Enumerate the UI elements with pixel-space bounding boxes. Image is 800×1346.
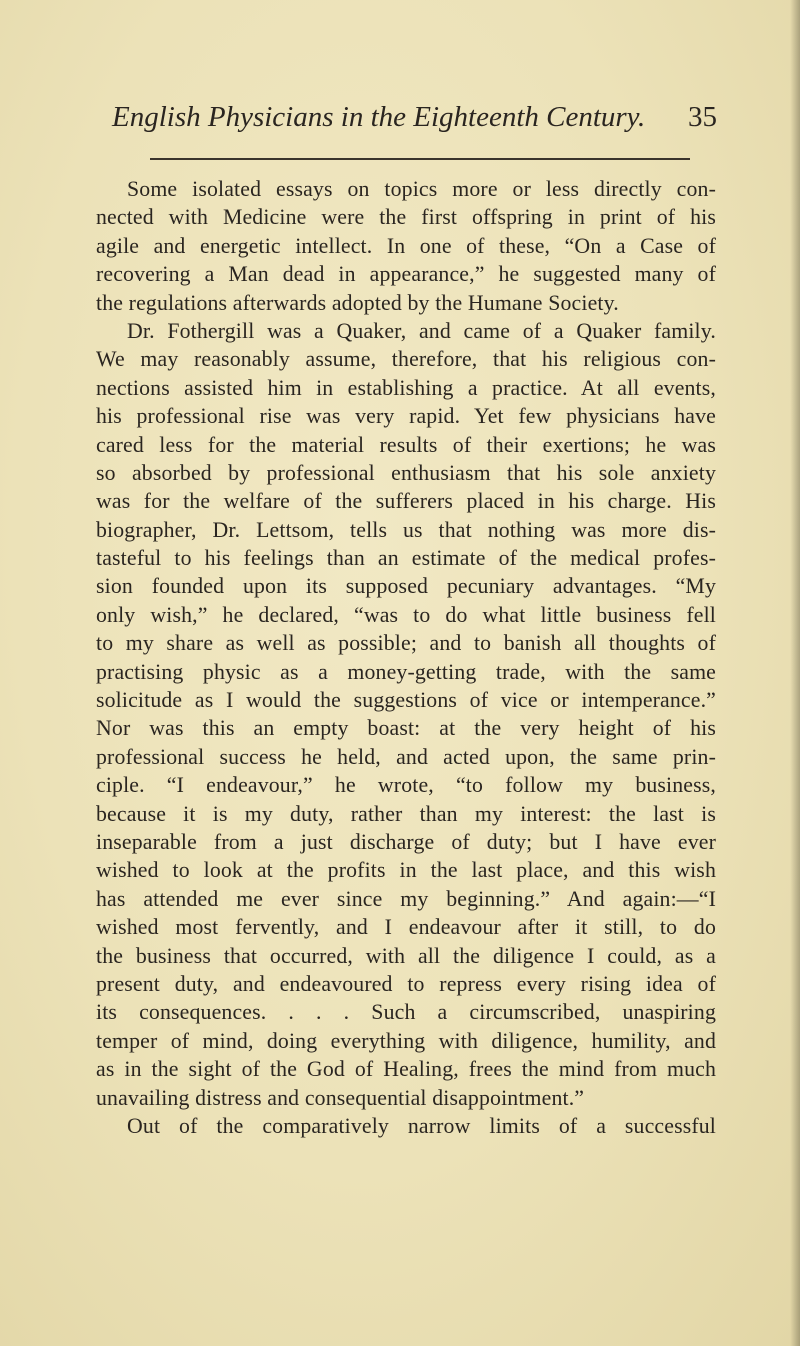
text-line: his professional rise was very rapid. Yet few physicians have <box>96 404 716 429</box>
text-line: ciple. “I endeavour,” he wrote, “to follow my business, <box>96 773 716 798</box>
header-rule <box>150 158 690 160</box>
text-line: nected with Medicine were the first offspring in print of his <box>96 205 716 230</box>
text-line: agile and energetic intellect. In one of these, “On a Case of <box>96 233 716 258</box>
text-line: wished to look at the profits in the last place, and this wish <box>96 858 716 883</box>
text-line: cared less for the material results of their exertions; he was <box>96 432 716 457</box>
text-line: Out of the comparatively narrow limits of a successful <box>127 1113 716 1138</box>
text-line: as in the sight of the God of Healing, frees the mind from much <box>96 1057 716 1082</box>
text-line: present duty, and endeavoured to repress every rising idea of <box>96 971 716 996</box>
text-line: because it is my duty, rather than my interest: the last is <box>96 801 716 826</box>
text-line: tasteful to his feelings than an estimate of the medical profes- <box>96 546 716 571</box>
text-line: biographer, Dr. Lettsom, tells us that nothing was more dis- <box>96 517 716 542</box>
text-line: We may reasonably assume, therefore, that his religious con- <box>96 347 716 372</box>
text-line: practising physic as a money-getting trade, with the same <box>96 659 716 684</box>
text-line: nections assisted him in establishing a practice. At all events, <box>96 375 716 400</box>
text-line: temper of mind, doing everything with diligence, humility, and <box>96 1028 716 1053</box>
text-line: the regulations afterwards adopted by the Humane Society. <box>96 290 619 315</box>
text-line: wished most fervently, and I endeavour after it still, to do <box>96 915 716 940</box>
text-line: unavailing distress and consequential disappointment.” <box>96 1085 585 1110</box>
text-line: has attended me ever since my beginning.” And again:—“I <box>96 886 716 911</box>
text-line: its consequences. . . . Such a circumscribed, unaspiring <box>96 1000 716 1025</box>
text-line: recovering a Man dead in appearance,” he suggested many of <box>96 262 716 287</box>
text-line: inseparable from a just discharge of duty; but I have ever <box>96 829 716 854</box>
text-line: Dr. Fothergill was a Quaker, and came of a Quaker family. <box>127 318 716 343</box>
text-line: the business that occurred, with all the diligence I could, as a <box>96 943 716 968</box>
body-text <box>96 175 716 1140</box>
text-line: solicitude as I would the suggestions of vice or intemperance.” <box>96 688 716 713</box>
text-line: so absorbed by professional enthusiasm that his sole anxiety <box>96 460 716 485</box>
text-line: to my share as well as possible; and to banish all thoughts of <box>96 631 716 656</box>
text-line: was for the welfare of the sufferers placed in his charge. His <box>96 489 716 514</box>
text-line: only wish,” he declared, “was to do what little business fell <box>96 602 716 627</box>
text-line: sion founded upon its supposed pecuniary advantages. “My <box>96 574 716 599</box>
text-line: Nor was this an empty boast: at the very height of his <box>96 716 716 741</box>
page-edge-shadow <box>790 0 800 1346</box>
page-number: 35 <box>688 101 717 133</box>
text-line: Some isolated essays on topics more or less directly con- <box>127 177 716 201</box>
text-line: professional success he held, and acted upon, the same prin- <box>96 744 716 769</box>
running-head <box>112 95 717 139</box>
running-title: English Physicians in the Eighteenth Century. <box>112 101 646 133</box>
